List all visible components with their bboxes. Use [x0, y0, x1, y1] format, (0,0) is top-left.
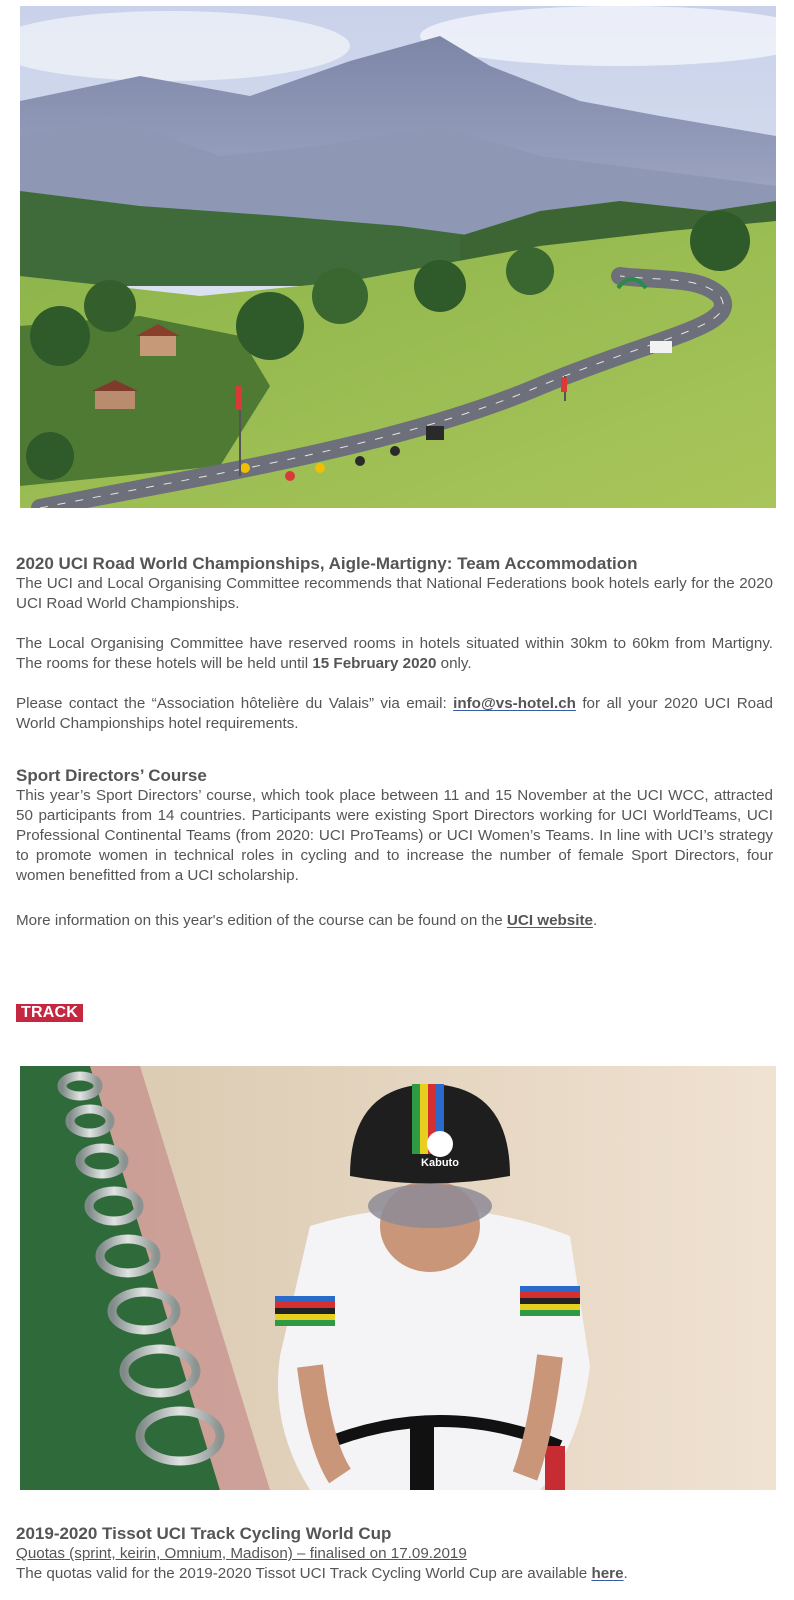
quotas-here-link[interactable]: here [591, 1565, 624, 1582]
accommodation-paragraph-1: The UCI and Local Organising Committee recommends that National Federations book hotels early for the 2020 UCI Road World Championships. [16, 575, 773, 612]
world-cup-section [16, 1524, 773, 1584]
sport-directors-paragraph-2 [16, 911, 773, 931]
helmet-logo: Kabuto [421, 1157, 459, 1169]
world-cup-paragraph [16, 1564, 773, 1584]
sport-directors-title: Sport Directors’ Course [16, 766, 207, 785]
deadline-date: 15 February 2020 [312, 655, 437, 672]
sport-directors-paragraph-1: This year’s Sport Directors’ course, which took place between 11 and 15 November at the UCI WCC, attracted 50 participants from 14 countries. Participants were existing Sport Directors working for UCI WorldTeams, UCI Professional Continental Teams (from 2020: UCI ProTeams) or UCI Women’s Teams. In line with UCI’s strategy to promote women in technical roles in cycling and to increase the number of female Sport Directors, four women benefitted from a UCI scholarship. [16, 787, 773, 884]
sport-directors-section [16, 766, 773, 931]
accommodation-p2-end: only. [436, 655, 472, 672]
world-cup-p1-end: . [623, 1565, 628, 1582]
accommodation-p3-end: for all your 2020 UCI Road World Championships hotel requirements. [16, 695, 774, 732]
accommodation-p3-text: Please contact the “Association hôtelière du Valais” via email: [16, 695, 454, 712]
accommodation-paragraph-2 [16, 634, 773, 674]
track-section-badge: TRACK [16, 1004, 83, 1022]
road-race-photo [20, 6, 776, 508]
sport-directors-p2-text: More information on this year's edition of the course can be found on the [16, 912, 507, 929]
hotel-email-link[interactable]: info@vs-hotel.ch [453, 695, 576, 712]
quotas-subtitle-link[interactable]: Quotas (sprint, keirin, Omnium, Madison) – finalised on 17.09.2019 [16, 1545, 467, 1562]
accommodation-title: 2020 UCI Road World Championships, Aigle-Martigny: Team Accommodation [16, 554, 638, 573]
world-cup-subtitle-line [16, 1544, 773, 1564]
track-cyclist-photo [20, 1066, 776, 1490]
accommodation-paragraph-3 [16, 694, 773, 734]
sport-directors-p2-end: . [592, 912, 598, 929]
world-cup-p1-text: The quotas valid for the 2019-2020 Tissot UCI Track Cycling World Cup are available [16, 1565, 592, 1582]
accommodation-p2-text: The Local Organising Committee have reserved rooms in hotels situated within 30km to 60km from Martigny. The rooms for these hotels will be held until [16, 635, 773, 672]
uci-website-link[interactable]: UCI website [506, 912, 593, 929]
world-cup-title: 2019-2020 Tissot UCI Track Cycling World Cup [16, 1524, 392, 1543]
accommodation-section [16, 554, 773, 734]
